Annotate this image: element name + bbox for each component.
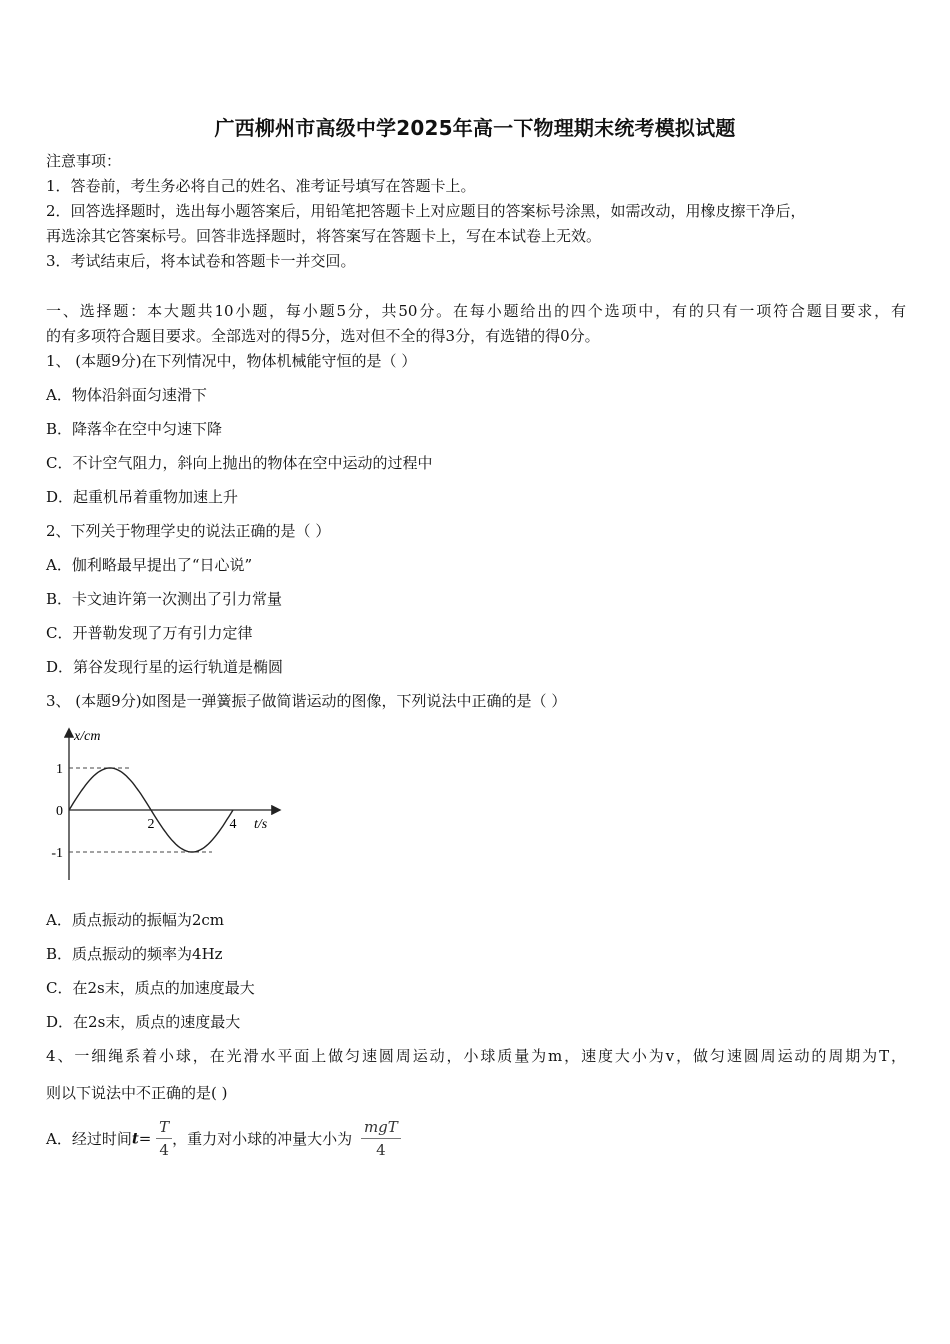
q2-option-d: D．第谷发现行星的运行轨道是椭圆 bbox=[46, 658, 284, 676]
q1-option-a: A．物体沿斜面匀速滑下 bbox=[46, 386, 207, 404]
x-axis-label: t/s bbox=[254, 817, 268, 832]
notice-item-3: 3．考试结束后，将本试卷和答题卡一并交回。 bbox=[46, 252, 356, 270]
notice-heading: 注意事项： bbox=[46, 152, 122, 170]
fraction-numerator: mgT bbox=[361, 1116, 401, 1139]
q3-option-b: B．质点振动的频率为4Hz bbox=[46, 945, 223, 963]
q4-option-a-prefix: A．经过时间 bbox=[46, 1130, 132, 1148]
shm-graph bbox=[44, 722, 294, 888]
q4-stem-line2: 则以下说法中不正确的是( ) bbox=[46, 1084, 228, 1102]
q3-option-c: C．在2s末，质点的加速度最大 bbox=[46, 979, 255, 997]
exam-title: 广西柳州市高级中学2025年高一下物理期末统考模拟试题 bbox=[214, 116, 736, 140]
q3-stem: 3、 (本题9分)如图是一弹簧振子做简谐运动的图像，下列说法中正确的是（ ） bbox=[46, 692, 567, 710]
q2-stem: 2、下列关于物理学史的说法正确的是（ ） bbox=[46, 522, 331, 540]
y-tick-0: 0 bbox=[56, 804, 63, 819]
fraction-numerator: T bbox=[156, 1116, 172, 1139]
x-tick-4: 4 bbox=[229, 817, 237, 832]
fraction-mgt-over-4 bbox=[361, 1116, 401, 1161]
q4-option-a-eq: = bbox=[138, 1129, 152, 1148]
section-intro-line2: 的有多项符合题目要求。全部选对的得5分，选对但不全的得3分，有选错的得0分。 bbox=[46, 327, 600, 345]
q1-option-d: D．起重机吊着重物加速上升 bbox=[46, 488, 239, 506]
y-tick-1: 1 bbox=[56, 762, 63, 777]
notice-item-2-cont: 再选涂其它答案标号。回答非选择题时，将答案写在答题卡上，写在本试卷上无效。 bbox=[46, 227, 602, 245]
q4-option-a-var: t bbox=[131, 1129, 139, 1148]
notice-item-1: 1．答卷前，考生务必将自己的姓名、准考证号填写在答题卡上。 bbox=[46, 177, 476, 195]
q4-option-a bbox=[46, 1116, 401, 1161]
q3-option-a: A．质点振动的振幅为2cm bbox=[46, 911, 225, 929]
q4-stem-line1: 4、一细绳系着小球，在光滑水平面上做匀速圆周运动，小球质量为m，速度大小为v，做匀速圆周运动的周期为T， bbox=[46, 1047, 906, 1065]
q1-option-b: B．降落伞在空中匀速下降 bbox=[46, 420, 223, 438]
q2-option-c: C．开普勒发现了万有引力定律 bbox=[46, 624, 253, 642]
fraction-denominator: 4 bbox=[376, 1141, 386, 1159]
q2-option-a: A．伽利略最早提出了“日心说” bbox=[46, 556, 253, 574]
q1-stem: 1、 (本题9分)在下列情况中，物体机械能守恒的是（ ） bbox=[46, 352, 417, 370]
fraction-t-over-4 bbox=[156, 1116, 172, 1161]
q4-option-a-mid: ，重力对小球的冲量大小为 bbox=[172, 1130, 353, 1148]
y-tick-neg1: -1 bbox=[51, 846, 63, 861]
q1-option-c: C．不计空气阻力，斜向上抛出的物体在空中运动的过程中 bbox=[46, 454, 433, 472]
q3-option-d: D．在2s末，质点的速度最大 bbox=[46, 1013, 241, 1031]
section-intro-line1: 一、选择题：本大题共10小题，每小题5分，共50分。在每小题给出的四个选项中，有的只有一项符合题目要求，有 bbox=[46, 302, 906, 320]
notice-item-2: 2．回答选择题时，选出每小题答案后，用铅笔把答题卡上对应题目的答案标号涂黑，如需改动，用橡皮擦干净后， bbox=[46, 202, 806, 220]
y-axis-label: x/cm bbox=[74, 729, 101, 744]
x-tick-2: 2 bbox=[147, 817, 155, 832]
fraction-denominator: 4 bbox=[159, 1141, 169, 1159]
q2-option-b: B．卡文迪许第一次测出了引力常量 bbox=[46, 590, 283, 608]
